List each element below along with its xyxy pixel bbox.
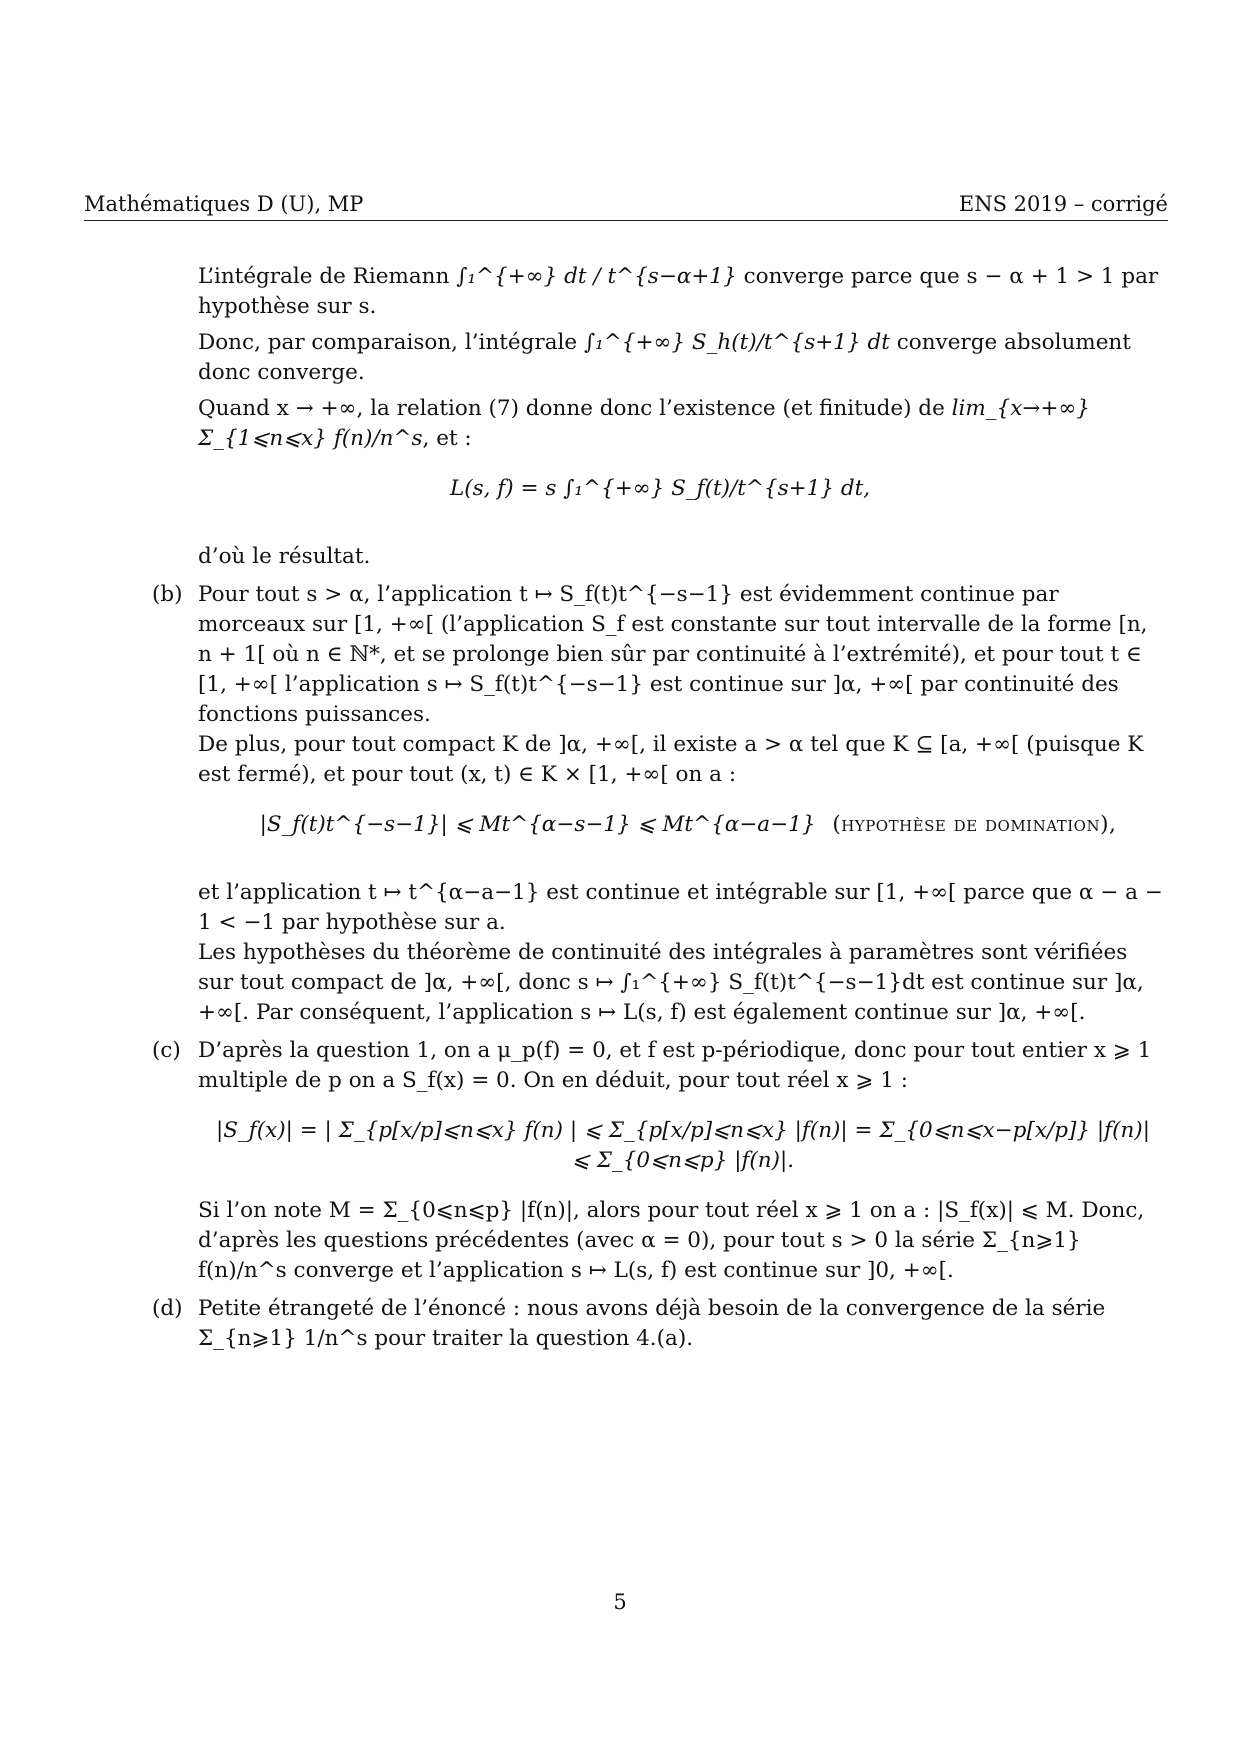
- item-b-paragraph-2: De plus, pour tout compact K de ]α, +∞[, il existe a > α tel que K ⊆ [a, +∞[ (puisque K est fermé), et pour tout (x, t) ∈ K × [1, +∞[ on a :: [198, 732, 1144, 787]
- item-b: [152, 580, 1168, 1028]
- header-course: Mathématiques D (U), MP: [84, 192, 364, 216]
- intro-line-3-end: , et :: [422, 426, 472, 451]
- intro-section: [152, 262, 1168, 572]
- limit-sum: lim_{x→+∞} Σ_{1⩽n⩽x} f(n)/n^s: [198, 396, 1090, 451]
- main-text: [152, 262, 1168, 1354]
- intro-line-1-text: L’intégrale de Riemann: [198, 264, 450, 289]
- intro-line-2: [198, 328, 1168, 388]
- domination-inequality: |S_f(t)t^{−s−1}| ⩽ Mt^{α−s−1} ⩽ Mt^{α−a−1}: [259, 812, 816, 837]
- equation-L-s-f: L(s, f) = s ∫₁^{+∞} S_f(t)/t^{s+1} dt,: [449, 476, 871, 501]
- display-equation-L: [152, 468, 1168, 528]
- intro-line-3-text: Quand x → +∞, la relation (7) donne donc l’existence (et finitude) de: [198, 396, 945, 421]
- riemann-integral: ∫₁^{+∞} dt / t^{s−α+1}: [456, 264, 737, 289]
- item-d-label: (d): [152, 1296, 183, 1321]
- intro-line-3: [198, 394, 1168, 454]
- sh-integral: ∫₁^{+∞} S_h(t)/t^{s+1} dt: [583, 330, 890, 355]
- item-b-label: (b): [152, 582, 183, 607]
- display-sf-bound: [198, 1110, 1168, 1182]
- page-number: 5: [613, 1590, 627, 1614]
- item-b-paragraph-4: Les hypothèses du théorème de continuité des intégrales à paramètres sont vérifiées sur tout compact de ]α, +∞[, donc s ↦ ∫₁^{+∞} S_f(t)t^{−s−1}dt est continue sur ]α, +∞[. Par conséquent, l’application s ↦ L(s, f) est également continue sur ]α, +∞[.: [198, 940, 1144, 1025]
- intro-conclusion: d’où le résultat.: [198, 544, 371, 569]
- intro-line-2-end: converge absolument donc converge.: [198, 330, 1131, 385]
- intro-line-2-text: Donc, par comparaison, l’intégrale: [198, 330, 578, 355]
- intro-line-1: [198, 262, 1168, 322]
- item-c-paragraph-2: Si l’on note M = Σ_{0⩽n⩽p} |f(n)|, alors pour tout réel x ⩾ 1 on a : |S_f(x)| ⩽ M. Donc, d’après les questions précédentes (avec α = 0), pour tout s > 0 la série Σ_{n⩾1} f(n)/n^s converge et l’application s ↦ L(s, f) est continue sur ]0, +∞[.: [198, 1198, 1145, 1283]
- domination-note: (hypothèse de domination),: [832, 812, 1117, 837]
- item-c-paragraph-1: D’après la question 1, on a μ_p(f) = 0, et f est p-périodique, donc pour tout entier x ⩾ 1 multiple de p on a S_f(x) = 0. On en déduit, pour tout réel x ⩾ 1 :: [198, 1038, 1152, 1093]
- item-b-paragraph-1: Pour tout s > α, l’application t ↦ S_f(t)t^{−s−1} est évidemment continue par morceaux sur [1, +∞[ (l’application S_f est constante sur tout intervalle de la forme [n, n + 1[ où n ∈ ℕ*, et se prolonge bien sûr par continuité à l’extrémité), et pour tout t ∈ [1, +∞[ l’application s ↦ S_f(t)t^{−s−1} est continue sur ]α, +∞[ par continuité des fonctions puissances.: [198, 582, 1148, 727]
- intro-line-1-end: converge parce que s − α + 1 > 1 par hypothèse sur s.: [198, 264, 1159, 319]
- running-header: [84, 192, 1168, 221]
- item-d: [152, 1294, 1168, 1354]
- sf-bound-chain: |S_f(x)| = | Σ_{p[x/p]⩽n⩽x} f(n) | ⩽ Σ_{p[x/p]⩽n⩽x} |f(n)| = Σ_{0⩽n⩽x−p[x/p]} |f(n)| ⩽ Σ_{0⩽n⩽p} |f(n)|.: [216, 1118, 1150, 1173]
- header-exam: ENS 2019 – corrigé: [958, 192, 1168, 216]
- display-domination: [198, 804, 1168, 864]
- item-c: [152, 1036, 1168, 1286]
- item-d-paragraph-1: Petite étrangeté de l’énoncé : nous avons déjà besoin de la convergence de la série Σ_{n⩾1} 1/n^s pour traiter la question 4.(a).: [198, 1296, 1106, 1351]
- item-c-label: (c): [152, 1038, 181, 1063]
- item-b-paragraph-3: et l’application t ↦ t^{α−a−1} est continue et intégrable sur [1, +∞[ parce que α − a − 1 < −1 par hypothèse sur a.: [198, 880, 1163, 935]
